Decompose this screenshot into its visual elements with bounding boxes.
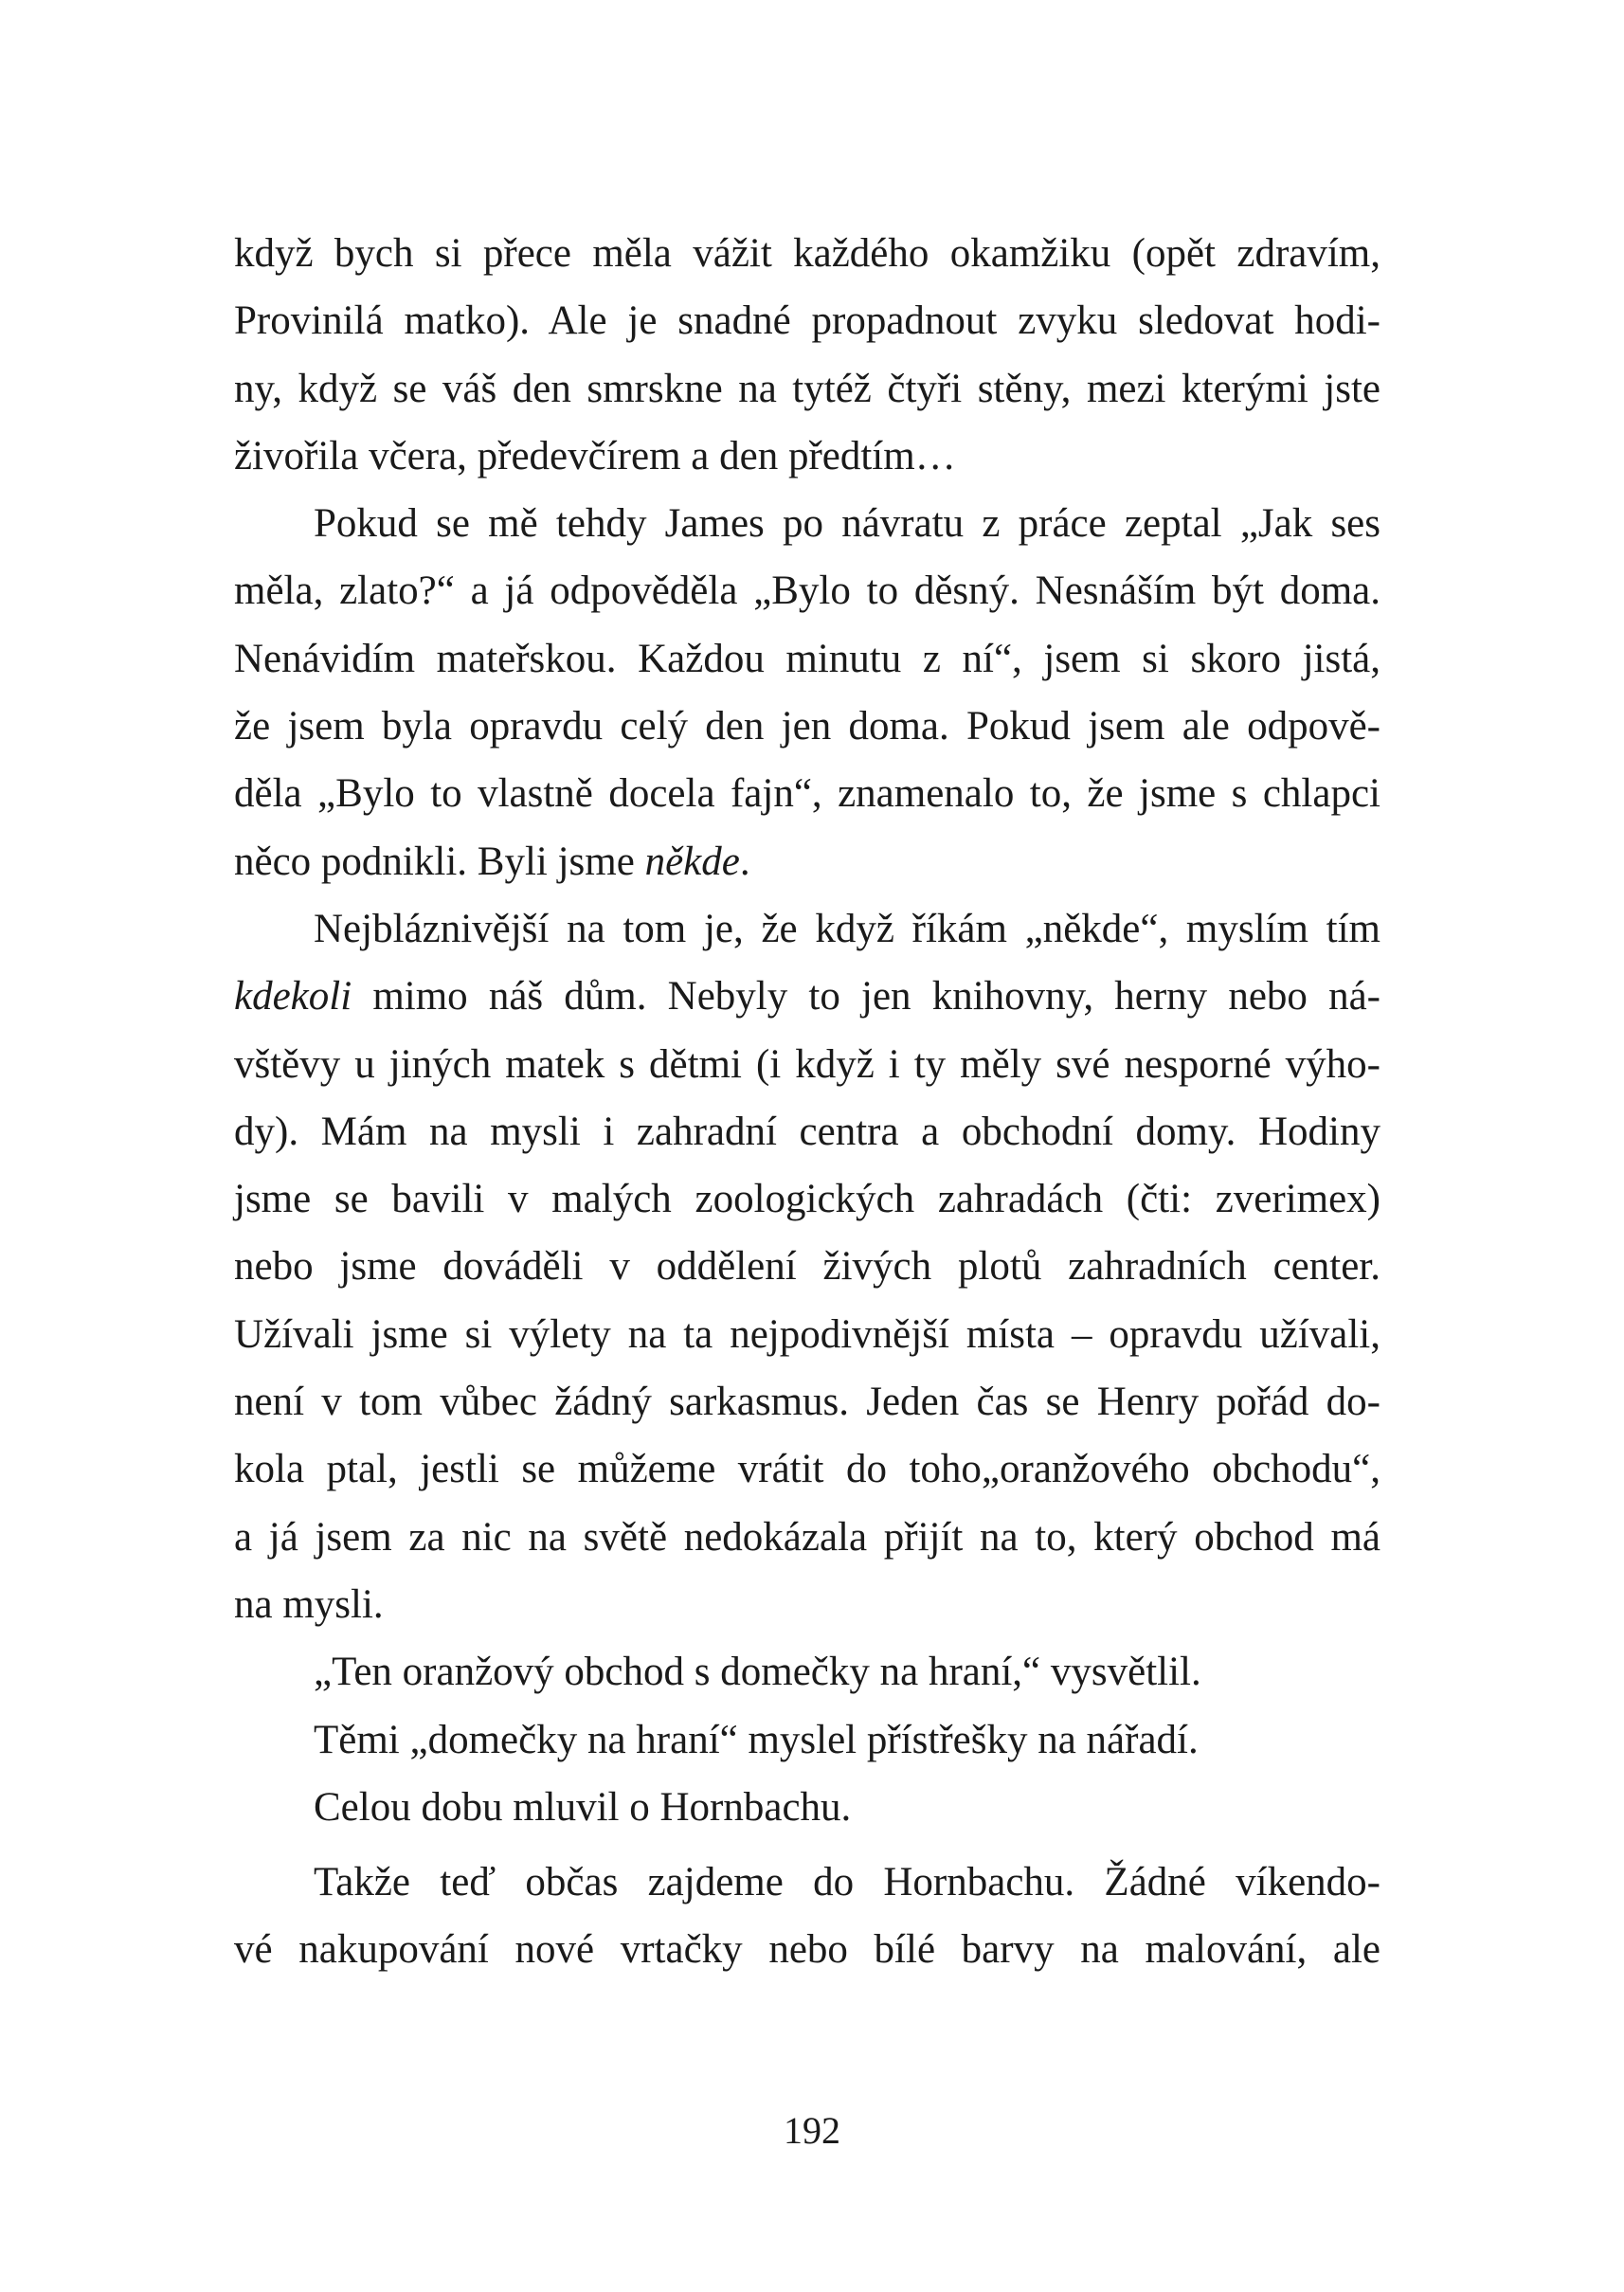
- italic-word: kdekoli: [234, 974, 352, 1020]
- text-line: [234, 828, 1380, 895]
- text-line: když bych si přece měla vážit každého okamžiku (opět zdravím,: [234, 231, 1380, 276]
- text-line: Nejbláznivější na tom je, že když říkám „někde“, myslím tím: [314, 906, 1380, 951]
- text-span: mimo náš dům. Nebyly to jen knihovny, herny nebo ná-: [352, 974, 1380, 1020]
- text-line: jsme se bavili v malých zoologických zahradách (čti: zverimex): [234, 1177, 1380, 1222]
- text-line: Celou dobu mluvil o Hornbachu.: [314, 1784, 852, 1830]
- text-line: ny, když se váš den smrskne na tytéž čtyři stěny, mezi kterými jste: [234, 366, 1380, 411]
- text-line: nebo jsme dováděli v oddělení živých plotů zahradních center.: [234, 1244, 1380, 1290]
- text-line: děla „Bylo to vlastně docela fajn“, znamenalo to, že jsme s chlapci: [234, 771, 1380, 817]
- text-line: Takže teď občas zajdeme do Hornbachu. Žádné víkendo-: [314, 1860, 1380, 1905]
- body-text: [234, 220, 1380, 1984]
- page-number: 192: [784, 2109, 840, 2152]
- text-line: Provinilá matko). Ale je snadné propadnout zvyku sledovat hodi-: [234, 298, 1380, 344]
- text-span: něco podnikli. Byli jsme: [234, 839, 645, 884]
- text-line: vé nakupování nové vrtačky nebo bílé barvy na malování, ale: [234, 1927, 1380, 1973]
- text-line: kola ptal, jestli se můžeme vrátit do toho„oranžového obchodu“,: [234, 1447, 1380, 1492]
- text-line: Užívali jsme si výlety na ta nejpodivnější místa – opravdu užívali,: [234, 1311, 1380, 1357]
- text-line: vštěvy u jiných matek s dětmi (i když i ty měly své nesporné výho-: [234, 1041, 1380, 1087]
- italic-word: někde: [644, 839, 740, 884]
- text-line: Nenávidím mateřskou. Každou minutu z ní“, jsem si skoro jistá,: [234, 636, 1380, 681]
- text-line: a já jsem za nic na světě nedokázala přijít na to, který obchod má: [234, 1514, 1380, 1560]
- text-line: dy). Mám na mysli i zahradní centra a obchodní domy. Hodiny: [234, 1109, 1380, 1154]
- text-line: Těmi „domečky na hraní“ myslel přístřešky na nářadí.: [314, 1717, 1199, 1762]
- text-line: na mysli.: [234, 1581, 384, 1627]
- text-line: Pokud se mě tehdy James po návratu z práce zeptal „Jak ses: [314, 501, 1380, 547]
- text-line: živořila včera, předevčírem a den předtím…: [234, 433, 956, 478]
- text-span: .: [739, 839, 750, 884]
- text-line: není v tom vůbec žádný sarkasmus. Jeden čas se Henry pořád do-: [234, 1380, 1380, 1425]
- text-line: [234, 963, 1380, 1030]
- text-line: měla, zlato?“ a já odpověděla „Bylo to děsný. Nesnáším být doma.: [234, 568, 1380, 614]
- text-line: „Ten oranžový obchod s domečky na hraní,“ vysvětlil.: [314, 1650, 1201, 1695]
- text-line: že jsem byla opravdu celý den jen doma. Pokud jsem ale odpově-: [234, 704, 1380, 749]
